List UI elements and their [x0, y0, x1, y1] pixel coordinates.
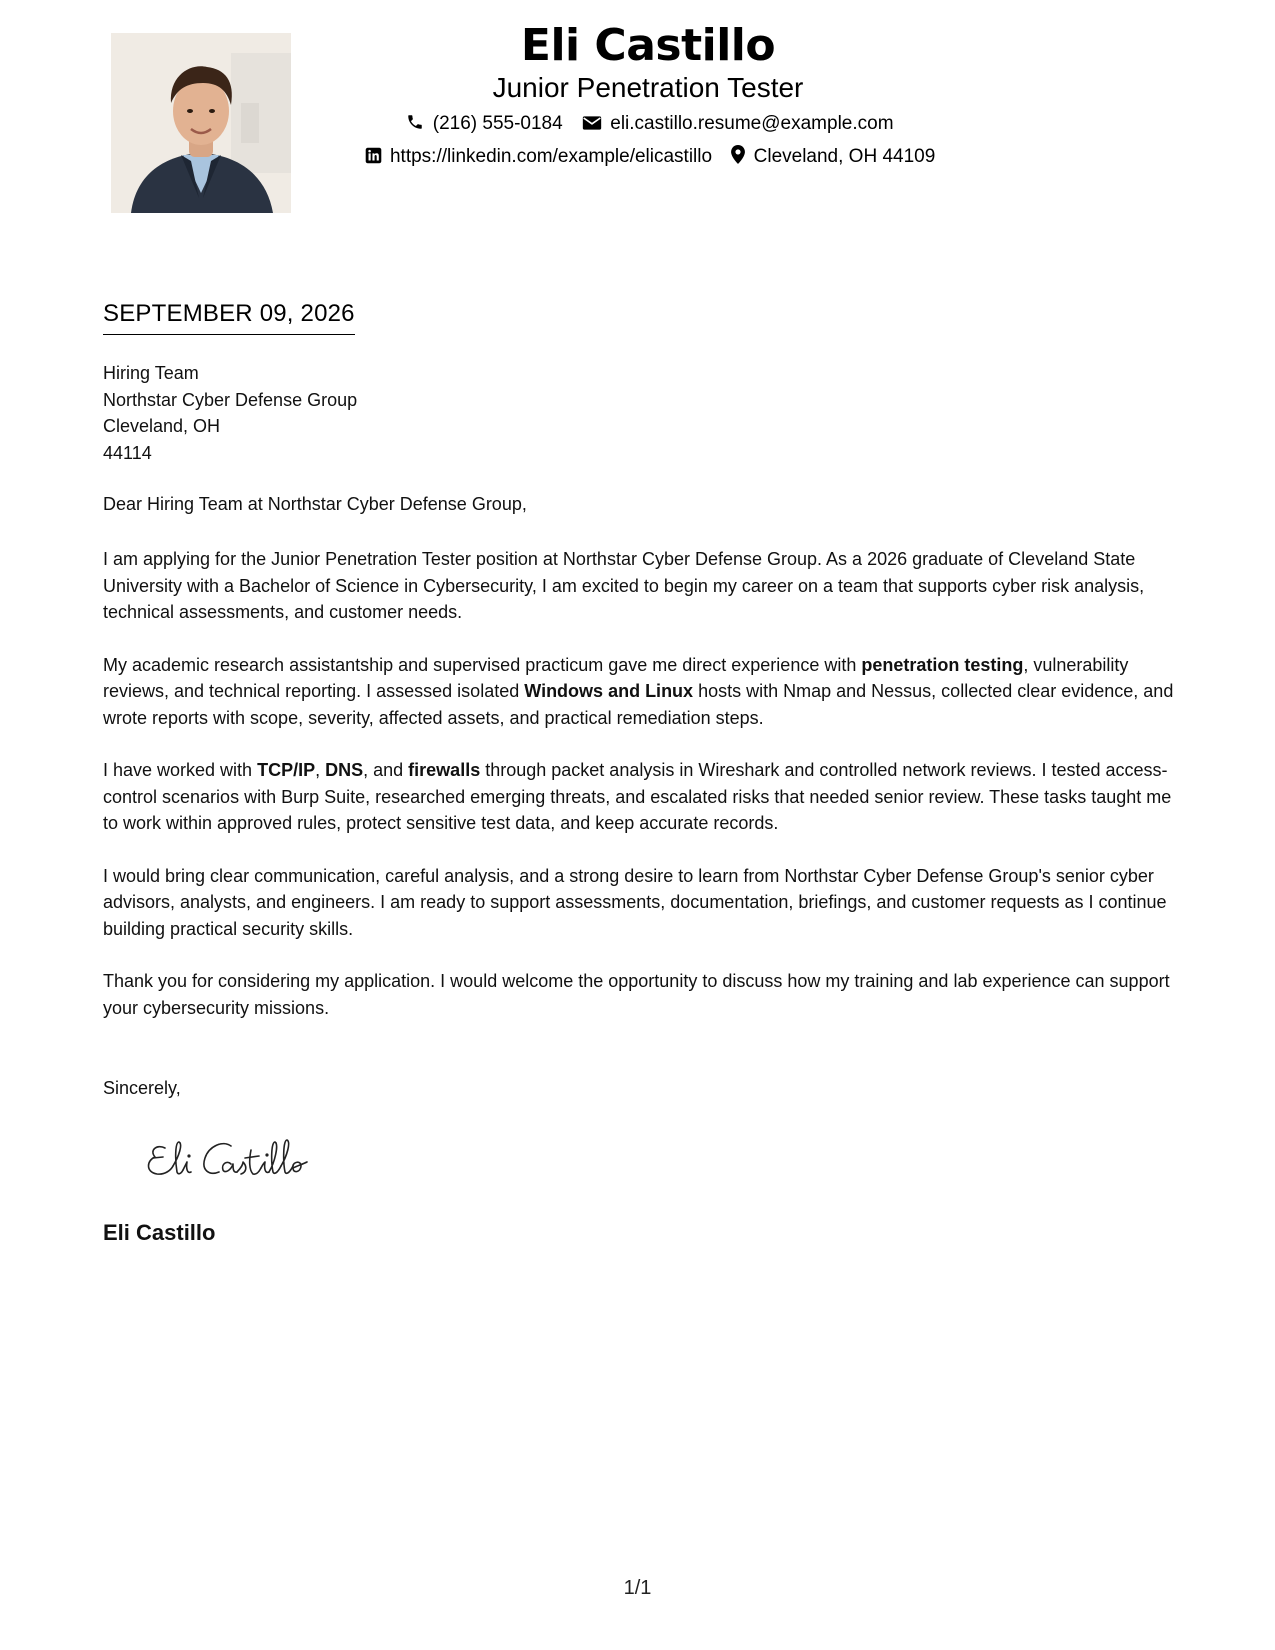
- recipient-line: 44114: [103, 442, 152, 463]
- headline-title: Junior Penetration Tester: [492, 72, 804, 103]
- location-text: Cleveland, OH 44109: [753, 146, 936, 167]
- recipient-line: Northstar Cyber Defense Group: [103, 389, 358, 410]
- envelope-icon: [582, 113, 610, 134]
- text-run: , vulnerability reviews, and technical reporting. I assessed isolated: [103, 654, 1129, 701]
- text-run: ,: [315, 760, 326, 780]
- profile-photo: [111, 33, 291, 213]
- contact-row-secondary: [300, 145, 1000, 168]
- phone-text: (216) 555-0184: [432, 113, 563, 134]
- body-paragraph: I am applying for the Junior Penetration Tester position at Northstar Cyber Defense Group. As a 2026 graduate of Cleveland State University with a Bachelor of Science in Cybersecurity, I am excited to begin my career on a team that supports cyber risk analysis, technical assessments, and customer needs.: [103, 549, 1145, 622]
- recipient-address: [103, 360, 357, 466]
- handwritten-signature: [143, 1130, 343, 1190]
- body-paragraph: I would bring clear communication, careful analysis, and a strong desire to learn from Northstar Cyber Defense Group's senior cyber advisors, analysts, and engineers. I am ready to support assessments, documentation, briefings, and customer requests as I continue building practical security skills.: [103, 865, 1167, 939]
- contact-linkedin[interactable]: [365, 146, 712, 168]
- text-run: My academic research assistantship and supervised practicum gave me direct experience with: [103, 654, 862, 675]
- recipient-line: Cleveland, OH: [103, 416, 221, 436]
- body-paragraph: Thank you for considering my application. I would welcome the opportunity to discuss how my training and lab experience can support your cybersecurity missions.: [103, 971, 1170, 1018]
- map-pin-icon: [731, 146, 753, 167]
- emphasis-text: firewalls: [408, 760, 481, 780]
- closing-text: Sincerely,: [103, 1078, 181, 1098]
- applicant-name: Eli Castillo: [520, 20, 776, 71]
- linkedin-text: https://linkedin.com/example/elicastillo: [389, 146, 713, 167]
- salutation: Dear Hiring Team at Northstar Cyber Defense Group,: [103, 494, 527, 514]
- letter-body: [103, 546, 1178, 1047]
- recipient-line: Hiring Team: [103, 363, 199, 383]
- contact-phone[interactable]: [406, 113, 562, 135]
- text-run: , and: [363, 760, 409, 780]
- body-paragraph: [103, 757, 1178, 837]
- signer-name: Eli Castillo: [103, 1220, 216, 1245]
- body-paragraph: [103, 652, 1178, 732]
- text-run: through packet analysis in Wireshark and controlled network reviews. I tested access-control scenarios with Burp Suite, researched emerging threats, and escalated risks that needed senior review. These tasks taught me to work within approved rules, protect sensitive test data, and keep accurate records.: [103, 760, 1172, 833]
- email-text: eli.castillo.resume@example.com: [610, 113, 894, 134]
- contact-email[interactable]: [582, 113, 894, 135]
- letter-date: SEPTEMBER 09, 2026: [103, 300, 355, 335]
- contact-location: [731, 145, 935, 168]
- contact-row-primary: [300, 113, 1000, 135]
- linkedin-icon: [365, 146, 390, 167]
- text-run: I have worked with: [103, 760, 258, 780]
- emphasis-text: penetration testing: [861, 654, 1024, 675]
- emphasis-text: TCP/IP: [257, 760, 316, 780]
- phone-icon: [406, 113, 432, 134]
- text-run: hosts with Nmap and Nessus, collected clear evidence, and wrote reports with scope, severity, affected assets, and practical remediation steps.: [103, 681, 1174, 728]
- emphasis-text: DNS: [325, 760, 364, 780]
- page-number: 1/1: [623, 1577, 652, 1599]
- emphasis-text: Windows and Linux: [524, 681, 694, 701]
